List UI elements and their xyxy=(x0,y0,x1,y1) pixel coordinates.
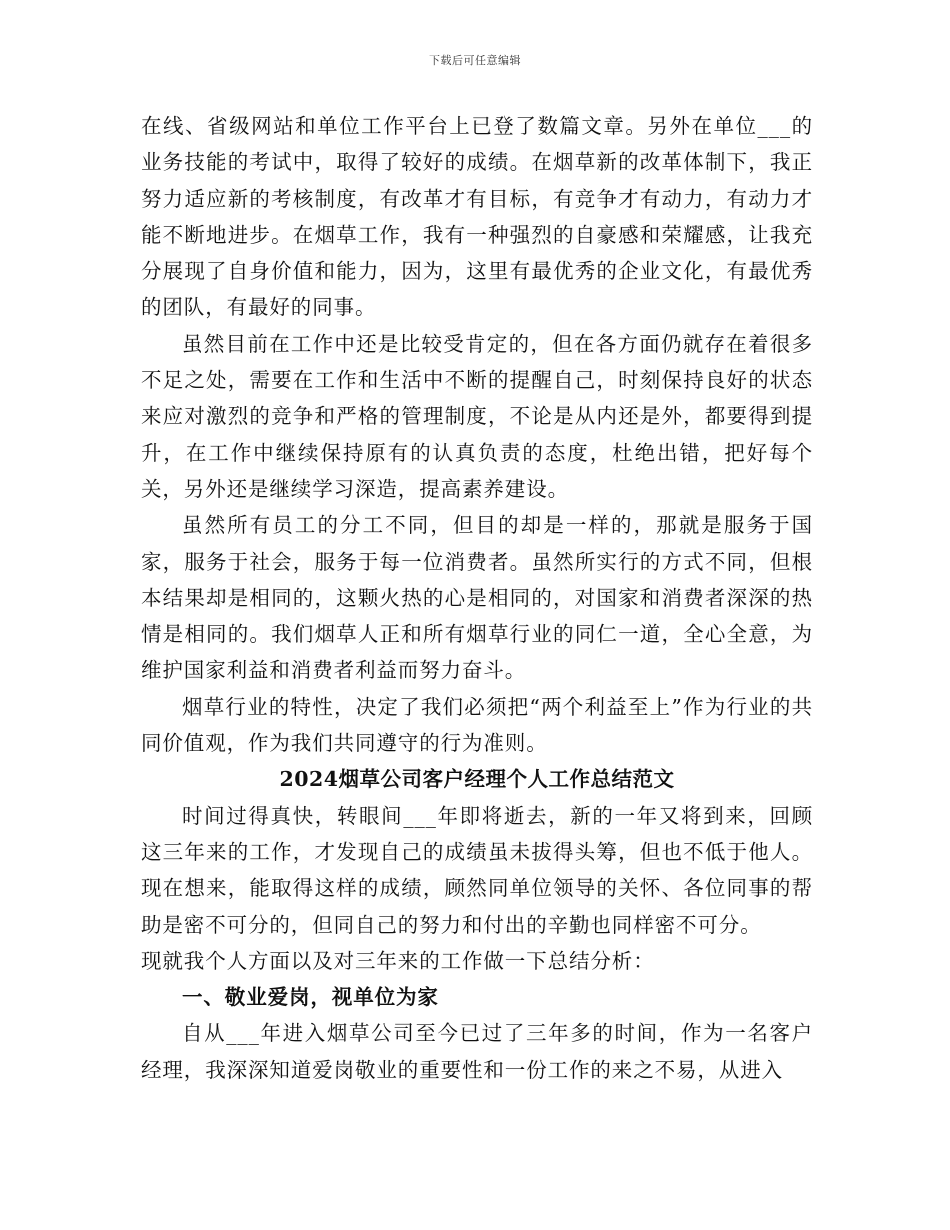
paragraph: 虽然目前在工作中还是比较受肯定的，但在各方面仍就存在着很多不足之处，需要在工作和生活中不断的提醒自己，时刻保持良好的状态来应对激烈的竞争和严格的管理制度，不论是从内还是外，都要得到提升，在工作中继续保持原有的认真负责的态度，杜绝出错，把好每个关，另外还是继续学习深造，提高素养建设。 xyxy=(141,331,813,501)
section-heading: 一、敬业爱岗，视单位为家 xyxy=(182,985,439,1010)
document-body xyxy=(141,108,813,1088)
paragraph: 虽然所有员工的分工不同，但目的却是一样的，那就是服务于国家，服务于社会，服务于每一位消费者。虽然所实行的方式不同，但根本结果却是相同的，这颗火热的心是相同的，对国家和消费者深深的热情是相同的。我们烟草人正和所有烟草行业的同仁一道，全心全意，为维护国家利益和消费者利益而努力奋斗。 xyxy=(141,513,813,683)
paragraph-continued: 在线、省级网站和单位工作平台上已登了数篇文章。另外在单位___的业务技能的考试中，取得了较好的成绩。在烟草新的改革体制下，我正努力适应新的考核制度，有改革才有目标，有竞争才有动力，有动力才能不断地进步。在烟草工作，我有一种强烈的自豪感和荣耀感，让我充分展现了自身价值和能力，因为，这里有最优秀的企业文化，有最优秀的团队，有最好的同事。 xyxy=(141,114,813,320)
paragraph: 现就我个人方面以及对三年来的工作做一下总结分析： xyxy=(141,948,655,973)
paragraph: 时间过得真快，转眼间___年即将逝去，新的一年又将到来，回顾这三年来的工作，才发现自己的成绩虽未拔得头筹，但也不低于他人。现在想来，能取得这样的成绩，顾然同单位领导的关怀、各位同事的帮助是密不可分的，但同自己的努力和付出的辛勤也同样密不可分。 xyxy=(141,803,813,937)
paragraph: 烟草行业的特性，决定了我们必须把“两个利益至上”作为行业的共同价值观，作为我们共同遵守的行为准则。 xyxy=(141,694,813,756)
document-title: 2024烟草公司客户经理个人工作总结范文 xyxy=(279,767,675,792)
paragraph: 自从___年进入烟草公司至今已过了三年多的时间，作为一名客户经理，我深深知道爱岗敬业的重要性和一份工作的来之不易，从进入 xyxy=(141,1021,813,1082)
page-header-note: 下载后可任意编辑 xyxy=(429,54,521,67)
